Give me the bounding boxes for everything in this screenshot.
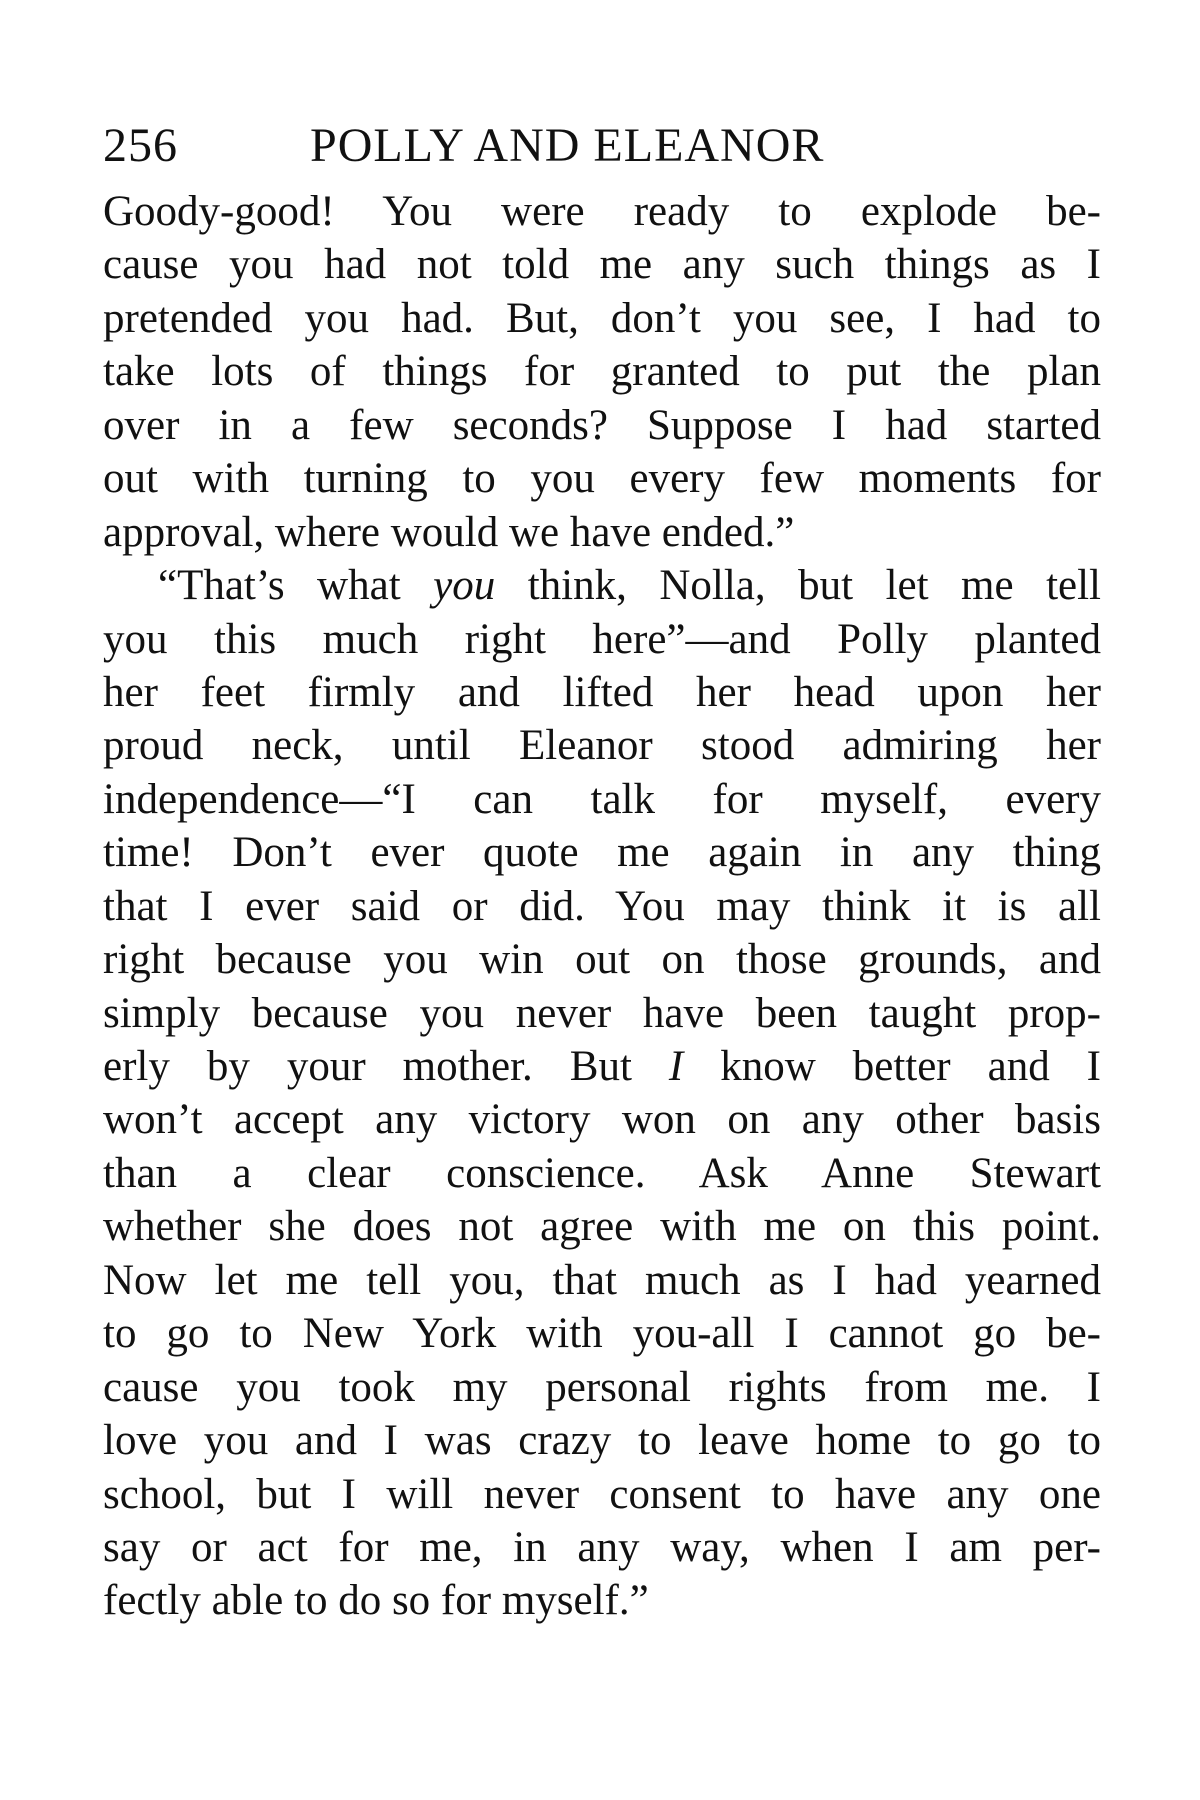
text-line: Goody-good! You were ready to explode be- bbox=[103, 188, 1101, 235]
text-line: time! Don’t ever quote me again in any thing bbox=[103, 829, 1101, 877]
line-segment: “That’s what bbox=[158, 562, 434, 610]
emphasized-word: I bbox=[668, 1043, 684, 1090]
text-line: you this much right here”—and Polly planted bbox=[103, 615, 1101, 663]
page-number: 256 bbox=[103, 119, 178, 172]
text-line: cause you took my personal rights from me. I bbox=[103, 1363, 1101, 1411]
text-line: that I ever said or did. You may think it is all bbox=[103, 882, 1101, 930]
text-line: fectly able to do so for myself.” bbox=[103, 1577, 649, 1625]
running-title: POLLY AND ELEANOR bbox=[310, 119, 825, 172]
text-line: than a clear conscience. Ask Anne Stewart bbox=[103, 1149, 1101, 1197]
line-segment: think, Nolla, but let me tell bbox=[495, 562, 1101, 610]
text-line: approval, where would we have ended.” bbox=[103, 508, 795, 556]
emphasized-word: you bbox=[433, 562, 496, 610]
text-line: out with turning to you every few moments for bbox=[103, 455, 1101, 503]
text-line: whether she does not agree with me on this point. bbox=[103, 1203, 1101, 1251]
text-line: independence—“I can talk for myself, every bbox=[103, 775, 1101, 823]
text-line: simply because you never have been taught prop- bbox=[103, 989, 1101, 1037]
text-line: right because you win out on those grounds, and bbox=[103, 936, 1101, 984]
text-line: over in a few seconds? Suppose I had started bbox=[103, 401, 1101, 449]
text-line bbox=[103, 559, 1101, 612]
text-line: pretended you had. But, don’t you see, I had to bbox=[103, 294, 1101, 342]
book-page bbox=[103, 100, 1103, 1700]
line-segment: erly by your mother. But bbox=[103, 1043, 669, 1090]
text-line: proud neck, until Eleanor stood admiring her bbox=[103, 722, 1101, 770]
text-line: her feet firmly and lifted her head upon her bbox=[103, 668, 1101, 716]
text-line: to go to New York with you-all I cannot go be- bbox=[103, 1310, 1101, 1358]
line-segment: know better and I bbox=[683, 1043, 1101, 1090]
text-line: take lots of things for granted to put the plan bbox=[103, 348, 1101, 396]
text-line: school, but I will never consent to have any one bbox=[103, 1470, 1101, 1518]
text-line: Now let me tell you, that much as I had yearned bbox=[103, 1256, 1101, 1304]
text-line: love you and I was crazy to leave home to go to bbox=[103, 1417, 1101, 1465]
text-line: cause you had not told me any such things as I bbox=[103, 241, 1101, 289]
body-text bbox=[103, 185, 1101, 1628]
text-line bbox=[103, 1040, 1101, 1093]
text-line: say or act for me, in any way, when I am per- bbox=[103, 1523, 1101, 1571]
text-line: won’t accept any victory won on any other basis bbox=[103, 1096, 1101, 1144]
running-head bbox=[103, 116, 1103, 176]
